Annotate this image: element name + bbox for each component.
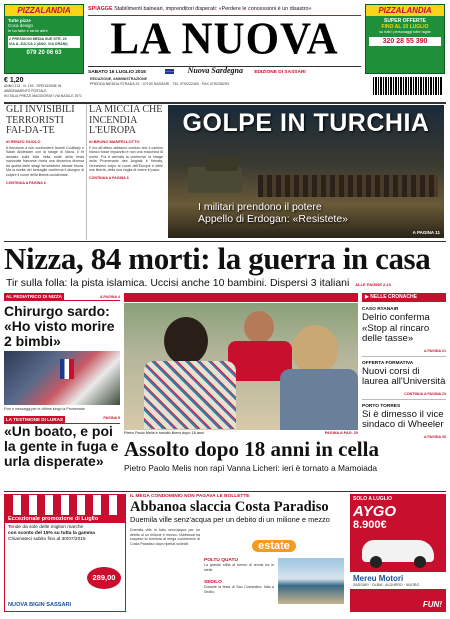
ad-left[interactable] — [4, 4, 84, 74]
article-title: LA MICCIA CHE INCENDIA L'EUROPA — [89, 104, 163, 136]
section-title: Chirurgo sardo: «Ho visto morire 2 bimbi» — [4, 303, 115, 349]
ad-left-phone: 079 20 06 63 — [26, 50, 62, 56]
abbanoa-tag: IL MEGA CONDOMINIO NON PAGAVA LE BOLLETTE — [130, 494, 250, 499]
article-byline: di BRUNO MANFELLOTTO — [89, 138, 140, 144]
main-headline[interactable]: Nizza, 84 morti: la guerra in casa — [4, 241, 431, 276]
abbanoa-title: Abbanoa slaccia Costa Paradiso — [130, 499, 329, 515]
flag-shape — [60, 359, 74, 379]
spiagge-text: Stabilimenti balneari, imprenditori disperati: «Perdere le concessioni è un disastro» — [114, 6, 312, 12]
poltu-item[interactable]: POLTU QUATU La grande sfida al torneo di tennis tra le stelle. — [204, 558, 274, 572]
promo-ad[interactable] — [4, 494, 126, 612]
barcode — [373, 77, 443, 95]
cronache-title: Delrio conferma «Stop al rincaro delle tasse» — [362, 312, 430, 344]
beach-photo — [278, 558, 344, 604]
ad-left-line: Coca design — [8, 23, 34, 28]
person-head — [164, 317, 208, 365]
car-wheel — [370, 556, 382, 568]
poltu-tag: POLTU QUATU — [204, 558, 238, 563]
ad-left-addr: 2 PRESSIONI MEDIA SUE STR. 20 — [9, 37, 67, 41]
promo-shop: NUOVA BIGIN SASSARI — [8, 602, 72, 608]
cronache-column — [362, 293, 446, 488]
cronache-tag: OFFERTA FORMATIVA — [362, 360, 414, 366]
article-body: A ttenzione a non confondere Amedi Coulibaly e Salah Abdeslam con la strage di Nizza. Il tir lanciato sulla folla nella notte della festa nazionale francese rivela una dinamica diversa da quella delle stragi terroristiche attuate finora. Ma la scelta del bersaglio conferma il disegno di colpire il cuore della libertà occidentale. — [6, 145, 84, 178]
center-tag-bar — [124, 293, 358, 302]
promo-line: con sconto del 15% su tutta la gamma — [8, 531, 95, 536]
section-page: PAGINA 5 — [103, 416, 120, 420]
cronache-title: Nuovi corsi di laurea all'Università — [362, 365, 446, 387]
golpe-caption — [198, 201, 348, 225]
main-sub: Tir sulla folla: la pista islamica. Uccisi anche 10 bambini. Dispersi 3 italiani — [6, 277, 350, 289]
melis-photo[interactable] — [124, 303, 358, 430]
spiagge-tag: SPIAGGE — [88, 6, 113, 12]
section-title: «Un boato, e poi la gente in fuga e urla disperate» — [4, 423, 119, 469]
ad-right-line: FINO AL 10 LUGLIO — [381, 24, 429, 30]
masthead-edition: EDIZIONE DI SASSARI — [254, 70, 306, 75]
cronache-item[interactable] — [362, 404, 446, 439]
flowers-photo — [4, 351, 120, 405]
masthead-subtitle: Nuova Sardegna — [187, 66, 243, 75]
continue-link[interactable]: CONTINUA A PAGINA 6 — [89, 176, 129, 181]
promo-price: 289,00 — [92, 573, 116, 582]
car-dealer: Mereu Motori — [353, 574, 404, 583]
car-ad[interactable]: SOLO A LUGLIO AYGO 8.900€ Mereu Motori SASSARI · OLBIA · ALGHERO · NUORO FUN! — [350, 494, 446, 612]
ad-right-title: PIZZALANDIA — [366, 5, 444, 16]
abbanoa-body: Duemila ville in tutto senz'acqua per un debito di un milione e mezzo: l'Abbanoa ha sospeso la fornitura al mega condominio di Costa Paradiso dopo ripetuti solleciti. — [130, 528, 200, 546]
masthead-meta-line: REDAZIONE, AMMINISTRAZIONE — [90, 77, 147, 81]
cronache-title: Si è dimesso il vice sindaco di Wheeler — [362, 408, 444, 430]
ad-left-line: le ha fatte e tante altre — [8, 28, 48, 33]
golpe-caption-line: Appello di Erdogan: «Resistete» — [198, 213, 349, 225]
car-wheel — [414, 556, 426, 568]
ad-right-line: SUPER OFFERTE — [384, 18, 426, 24]
person-body — [144, 361, 236, 429]
promo-line: Tende da sole delle migliori marche — [8, 525, 84, 530]
article-byline: di RENZO GUOLO — [6, 138, 41, 144]
section-tag: LA TESTIMONE DI LURAS — [6, 417, 63, 422]
masthead-meta: REDAZIONE, AMMINISTRAZIONE PREDDA NIEDDA STRADA 31 · 07100 SASSARI · TEL 079/222400 · FAX 079/236293 — [90, 77, 350, 86]
golpe-caption-line: I militari prendono il potere — [198, 201, 322, 213]
ad-left-line: Tutte pizze — [8, 18, 31, 23]
ad-left-addr: VIA A. ZUCCA 2 (ANG. VIA ORANI) — [9, 42, 68, 46]
main-subheadline — [6, 277, 446, 291]
article-body: F ino all'ultimo abbiamo creduto che il camion bianco fosse impazzito e non una macchina di morte. Poi è arrivata la conferma: la strage della Promenade des Anglais è firmata, l'ennesimo colpo al cuore dell'Europa e delle sue libertà, della sua voglia di vivere in pace. — [89, 145, 163, 173]
cronache-item[interactable] — [362, 307, 446, 357]
continue-link[interactable]: CONTINUA A PAGINA 6 — [6, 180, 46, 185]
section-page: A PAGINA 4 — [99, 294, 120, 299]
article-invisibili[interactable] — [6, 105, 84, 240]
flag-uk-icon — [165, 69, 174, 74]
abbanoa-article[interactable] — [130, 494, 346, 612]
cronache-tag: CASO RYANAIR — [362, 307, 399, 312]
tank-shape — [206, 157, 238, 171]
center-caption-text: Pietro Paolo Melis è tornato libero dopo 18 anni — [124, 431, 204, 435]
promo-line: Chiamateci subito fino al 30/07/2016 — [8, 537, 86, 542]
masthead-date: SABATO 16 LUGLIO 2016 — [88, 70, 146, 75]
abbanoa-sub: Duemila ville senz'acqua per un debito di un milione e mezzo — [130, 515, 330, 524]
cronache-header-label: NELLE CRONACHE — [370, 294, 417, 300]
ad-right-line: su tutti i personaggi tutte taglie — [379, 30, 431, 34]
ad-left-title: PIZZALANDIA — [5, 5, 83, 16]
ad-right-phone: 320 28 55 390 — [369, 37, 441, 46]
sedilo-tag: SEDILO — [204, 580, 222, 585]
cronache-header — [362, 293, 446, 302]
golpe-photo[interactable] — [168, 105, 444, 238]
article-title: GLI INVISIBILI TERRORISTI FAI-DA-TE — [6, 104, 75, 136]
awning-shape — [5, 495, 125, 515]
estate-label: estate — [252, 540, 296, 552]
cronache-page: CONTINUA A PAGINA 23 — [404, 391, 446, 396]
photo-caption: Fiori e messaggi per le vittime lungo la Promenade — [4, 407, 85, 411]
sedilo-item[interactable]: SEDILO Durante la festa di San Costantino, folla a Sedilo. — [204, 580, 274, 594]
ad-right[interactable] — [365, 4, 445, 74]
crowd-shape — [258, 175, 438, 197]
center-page: PAGINA A PAG. 20 — [324, 431, 358, 435]
estate-banner — [204, 536, 344, 554]
price: € 1,20 — [4, 77, 24, 84]
cronache-page: A PAGINA 30 — [423, 434, 446, 439]
center-caption — [124, 431, 358, 435]
car-brand: FUN! — [422, 600, 442, 609]
cronache-page: A PAGINA 21 — [423, 348, 446, 353]
person-head — [244, 311, 274, 343]
person-body — [280, 369, 358, 430]
golpe-page: A PAGINA 11 — [412, 230, 440, 235]
section-tag: AL PEDIATRICO DI NIZZA — [6, 294, 62, 299]
price-box: € 1,20 ANNO 131 - N. 193 - SPEDIZIONE IN ABBONAMENTO POSTALE IN ITALIA PREZZI MAGGIORATI VIA NATALE 1971 — [4, 77, 88, 101]
golpe-title: GOLPE IN TURCHIA — [182, 109, 430, 137]
person-head — [292, 325, 338, 375]
promo-title: Eccezionale promozione di Luglio — [5, 515, 125, 523]
center-sub: Pietro Paolo Melis non rapì Vanna Licheri: ieri è tornato a Mamoiada — [124, 463, 378, 473]
play-icon: ▶ — [365, 294, 369, 300]
masthead-bar — [88, 66, 361, 74]
pediatrico-section[interactable] — [4, 293, 120, 488]
car-title: AYGO — [353, 503, 397, 520]
car-price: 8.900€ — [353, 519, 387, 531]
center-headline[interactable]: Assolto dopo 18 anni in cella — [124, 437, 379, 461]
masthead-title: LA NUOVA — [110, 14, 339, 65]
main-pages: ALLE PAGINE 2-10 — [355, 282, 391, 287]
spiagge-teaser[interactable] — [88, 4, 361, 14]
cronache-tag: PORTO TORRES — [362, 403, 401, 409]
article-miccia[interactable] — [89, 105, 163, 240]
cronache-item[interactable] — [362, 361, 446, 400]
